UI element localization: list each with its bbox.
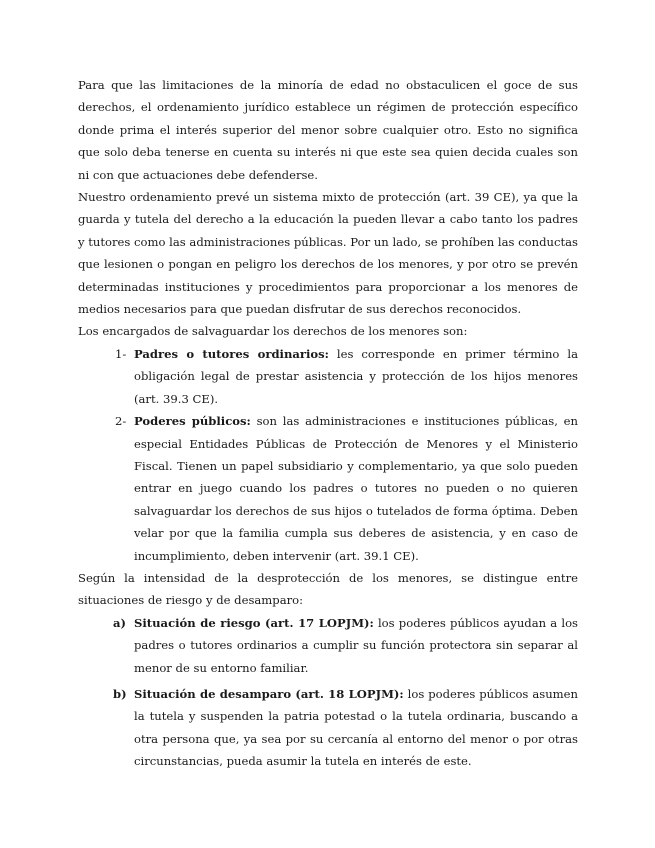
paragraph-situations-heading: Según la intensidad de la desprotección de los menores, se distingue entre situaciones de riesgo y de desamparo: (78, 570, 578, 608)
list-marker: 1- (115, 346, 127, 361)
list-marker: a) (113, 615, 126, 630)
list-text: los poderes públicos ayudan a los padres o tutores ordinarios a cumplir su función protectora sin separar al menor de su entorno familiar. (134, 615, 578, 675)
paragraph-mixed-system: Nuestro ordenamiento prevé un sistema mixto de protección (art. 39 CE), ya que la guarda y tutela del derecho a la educación la pueden llevar a cabo tanto los padres y tutores como las administraciones públicas. Por un lado, se prohíben las conductas que lesionen o pongan en peligro los derechos de los menores, y por otro se prevén determinadas instituciones y procedimientos para proporcionar a los menores de medios necesarios para que puedan disfrutar de sus derechos reconocidos. (78, 190, 578, 317)
list-item (115, 410, 578, 567)
list-term: Situación de desamparo (art. 18 LOPJM): (134, 686, 404, 701)
list-item (115, 343, 578, 410)
list-term: Padres o tutores ordinarios: (134, 346, 329, 361)
list-text: son las administraciones e instituciones públicas, en especial Entidades Públicas de Protección de Menores y el Ministerio Fiscal. Tienen un papel subsidiario y complementario, ya que solo pueden entrar en juego cuando los padres o tutores no pueden o no quieren salvaguardar los derechos de sus hijos o tutelados de forma óptima. Deben velar por que la familia cumpla sus deberes de asistencia, y en caso de incumplimiento, deben intervenir (art. 39.1 CE). (134, 414, 578, 563)
list-text: les corresponde en primer término la obligación legal de prestar asistencia y protección de los hijos menores (art. 39.3 CE). (134, 346, 578, 406)
list-item (113, 683, 578, 773)
list-text: los poderes públicos asumen la tutela y suspenden la patria potestad o la tutela ordinaria, buscando a otra persona que, ya sea por su cercanía al entorno del menor o por otras circunstancias, pueda asumir la tutela en interés de este. (134, 686, 578, 769)
list-term: Poderes públicos: (134, 414, 251, 429)
list-marker: 2- (115, 414, 127, 429)
guardians-list (78, 343, 578, 567)
list-term: Situación de riesgo (art. 17 LOPJM): (134, 615, 374, 630)
list-item (113, 612, 578, 679)
paragraph-intro: Para que las limitaciones de la minoría de edad no obstaculicen el goce de sus derechos, el ordenamiento jurídico establece un régimen de protección específico donde prima el interés superior del menor sobre cualquier otro. Esto no significa que solo deba tenerse en cuenta su interés ni que este sea quien decida cuales son ni con que actuaciones debe defenderse. (78, 78, 578, 182)
list-marker: b) (113, 686, 127, 701)
paragraph-guardians-heading: Los encargados de salvaguardar los derechos de los menores son: (78, 324, 468, 339)
document-page (78, 74, 578, 773)
situations-list (78, 612, 578, 773)
